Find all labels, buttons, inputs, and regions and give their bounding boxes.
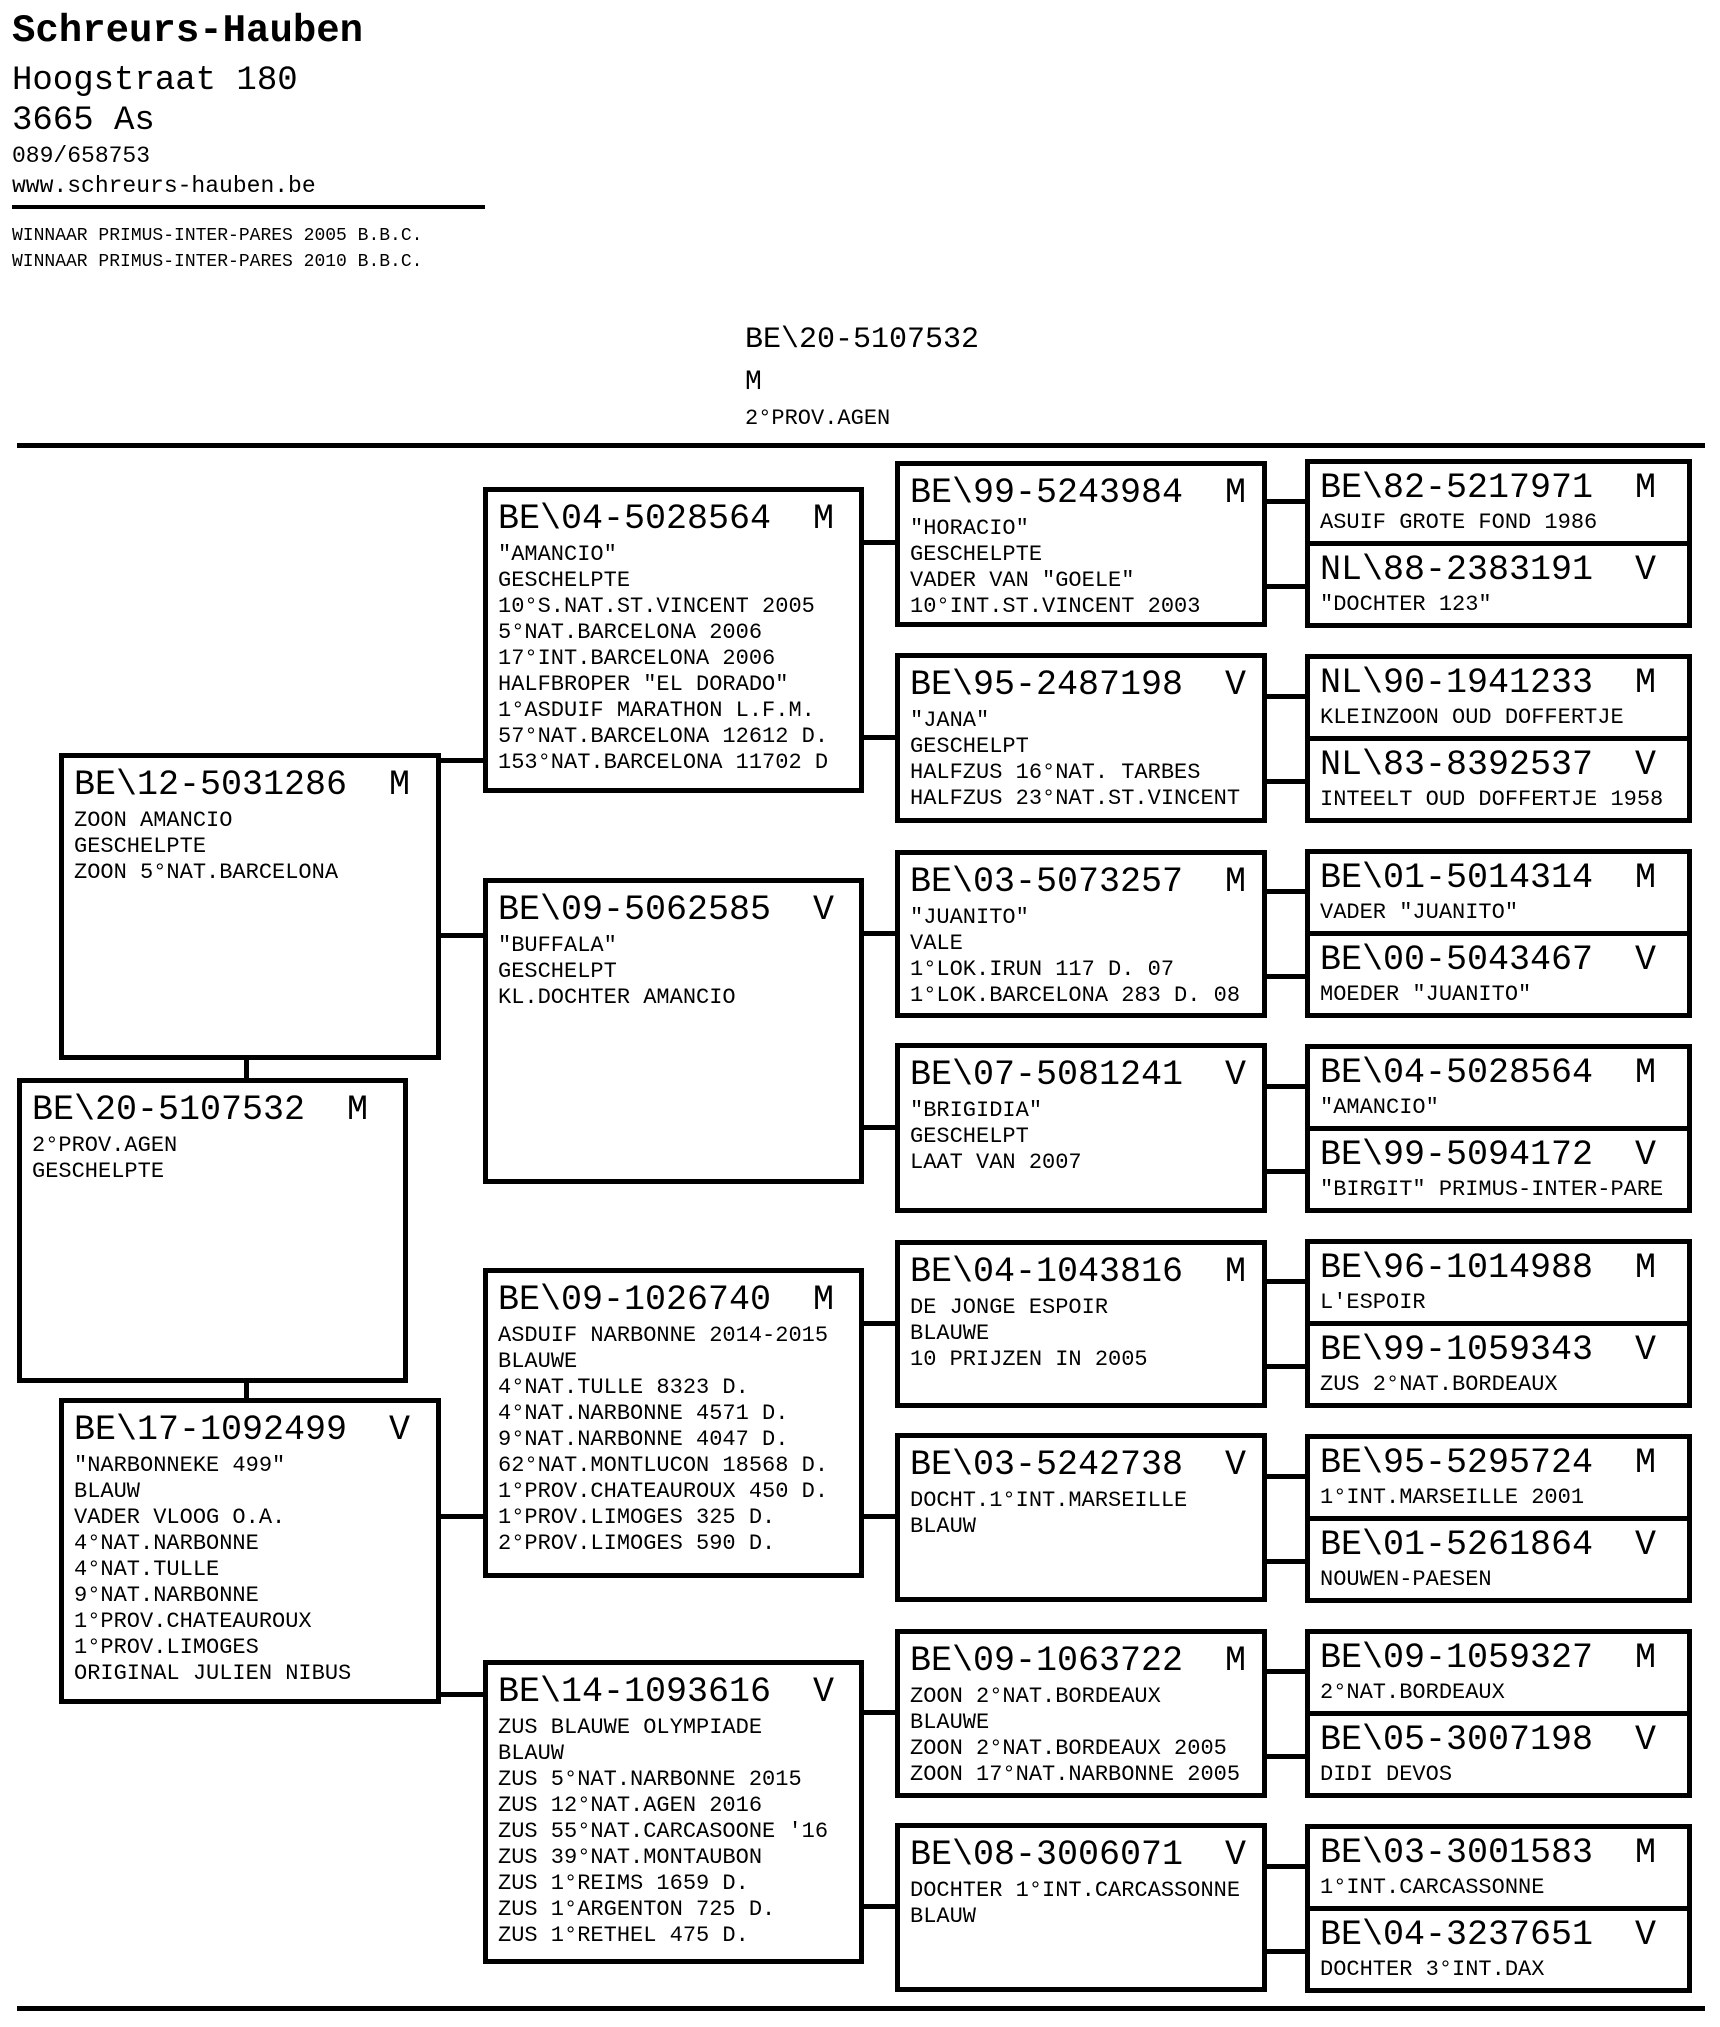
- box-gg-grandparent-11: [1305, 1434, 1692, 1521]
- ring-number: BE\95-5295724 M: [1320, 1443, 1657, 1483]
- detail-line: 1°LOK.IRUN 117 D. 07: [910, 957, 1175, 982]
- ring-number: BE\07-5081241 V: [910, 1055, 1247, 1095]
- connector-ggp6-gggp11: [1263, 1474, 1309, 1479]
- detail-line: 10°INT.ST.VINCENT 2003: [910, 594, 1201, 619]
- box-great-grandparent-4: [895, 1043, 1267, 1213]
- detail-line: ZUS 5°NAT.NARBONNE 2015: [498, 1767, 802, 1792]
- honor-line-1: WINNAAR PRIMUS-INTER-PARES 2005 B.B.C.: [12, 226, 423, 246]
- note-line: INTEELT OUD DOFFERTJE 1958: [1320, 787, 1664, 812]
- top-rule: [17, 443, 1705, 448]
- detail-lines: [498, 933, 849, 1011]
- connector-ggp7-gggp14: [1263, 1754, 1309, 1759]
- detail-lines: [74, 1453, 426, 1687]
- ring-number: BE\99-5094172 V: [1320, 1135, 1657, 1175]
- ring-number: NL\88-2383191 V: [1320, 550, 1657, 590]
- detail-line: 1°PROV.LIMOGES 325 D.: [498, 1505, 776, 1530]
- detail-line: BLAUWE: [498, 1349, 578, 1374]
- connector-ggp4-gggp8: [1263, 1169, 1309, 1174]
- gg-pair-8: [1305, 1824, 1692, 1993]
- box-gg-grandparent-3: [1305, 654, 1692, 741]
- detail-lines: [74, 808, 426, 886]
- detail-line: 2°PROV.LIMOGES 590 D.: [498, 1531, 776, 1556]
- ring-number: NL\90-1941233 M: [1320, 663, 1657, 703]
- detail-line: DOCHTER 1°INT.CARCASSONNE: [910, 1878, 1241, 1903]
- ring-number: BE\99-5243984 M: [910, 473, 1247, 513]
- note-line: KLEINZOON OUD DOFFERTJE: [1320, 705, 1624, 730]
- breeder-name: Schreurs-Hauben: [12, 9, 364, 53]
- box-father: [59, 753, 441, 1060]
- detail-line: GESCHELPT: [910, 1124, 1029, 1149]
- detail-line: "BRIGIDIA": [910, 1098, 1043, 1123]
- box-gg-grandparent-14: [1305, 1711, 1692, 1798]
- ring-number: BE\20-5107532 M: [32, 1090, 369, 1130]
- detail-lines: [498, 542, 849, 776]
- ring-number: BE\03-5242738 V: [910, 1445, 1247, 1485]
- detail-lines: [910, 1684, 1252, 1788]
- note-line: 1°INT.MARSEILLE 2001: [1320, 1485, 1585, 1510]
- connector-ggp7-gggp13: [1263, 1669, 1309, 1674]
- connector-gp3-ggp6: [860, 1514, 900, 1519]
- box-gg-grandparent-2: [1305, 541, 1692, 628]
- box-gg-grandparent-12: [1305, 1516, 1692, 1603]
- box-gg-grandparent-1: [1305, 459, 1692, 546]
- ring-number: BE\04-5028564 M: [1320, 1053, 1657, 1093]
- detail-line: BLAUW: [498, 1741, 565, 1766]
- note-line: MOEDER "JUANITO": [1320, 982, 1532, 1007]
- detail-line: "JANA": [910, 708, 990, 733]
- connector-ggp5-gggp10: [1263, 1364, 1309, 1369]
- box-gg-grandparent-5: [1305, 849, 1692, 936]
- connector-ggp2-gggp3: [1263, 694, 1309, 699]
- box-great-grandparent-1: [895, 461, 1267, 627]
- detail-line: GESCHELPTE: [74, 834, 207, 859]
- note-line: "DOCHTER 123": [1320, 592, 1492, 617]
- note-line: ZUS 2°NAT.BORDEAUX: [1320, 1372, 1558, 1397]
- gg-pair-7: [1305, 1629, 1692, 1798]
- connector-ggp3-gggp6: [1263, 974, 1309, 979]
- detail-line: 5°NAT.BARCELONA 2006: [498, 620, 763, 645]
- ring-number: BE\01-5014314 M: [1320, 858, 1657, 898]
- box-great-grandparent-6: [895, 1433, 1267, 1602]
- detail-line: ZUS BLAUWE OLYMPIADE: [498, 1715, 763, 1740]
- detail-line: 4°NAT.TULLE 8323 D.: [498, 1375, 749, 1400]
- connector-ggp6-gggp12: [1263, 1559, 1309, 1564]
- connector-ggp4-gggp7: [1263, 1084, 1309, 1089]
- note-line: DIDI DEVOS: [1320, 1762, 1453, 1787]
- detail-line: ZOON AMANCIO: [74, 808, 233, 833]
- connector-father-subject: [244, 1056, 249, 1082]
- detail-line: ZUS 55°NAT.CARCASOONE '16: [498, 1819, 829, 1844]
- detail-line: 9°NAT.NARBONNE 4047 D.: [498, 1427, 789, 1452]
- detail-line: BLAUW: [74, 1479, 141, 1504]
- ring-number: BE\04-5028564 M: [498, 499, 835, 539]
- ring-number: BE\03-3001583 M: [1320, 1833, 1657, 1873]
- connector-ggp3-gggp5: [1263, 889, 1309, 894]
- detail-line: ZUS 1°RETHEL 475 D.: [498, 1923, 749, 1948]
- box-great-grandparent-5: [895, 1240, 1267, 1408]
- connector-gp3-ggp5: [860, 1321, 900, 1326]
- detail-line: BLAUWE: [910, 1710, 990, 1735]
- detail-line: ZUS 39°NAT.MONTAUBON: [498, 1845, 763, 1870]
- box-grandparent-1: [483, 487, 864, 793]
- box-great-grandparent-8: [895, 1823, 1267, 1992]
- detail-line: DOCHT.1°INT.MARSEILLE: [910, 1488, 1188, 1513]
- connector-gp1-ggp1: [860, 540, 900, 545]
- detail-line: ZUS 1°ARGENTON 725 D.: [498, 1897, 776, 1922]
- detail-line: GESCHELPT: [910, 734, 1029, 759]
- box-gg-grandparent-10: [1305, 1321, 1692, 1408]
- connector-gp1-ggp2: [860, 735, 900, 740]
- detail-line: VADER VAN "GOELE": [910, 568, 1135, 593]
- box-gg-grandparent-7: [1305, 1044, 1692, 1131]
- detail-line: VADER VLOOG O.A.: [74, 1505, 286, 1530]
- box-great-grandparent-3: [895, 850, 1267, 1018]
- ring-number: BE\09-1026740 M: [498, 1280, 835, 1320]
- detail-line: 153°NAT.BARCELONA 11702 D: [498, 750, 829, 775]
- box-gg-grandparent-15: [1305, 1824, 1692, 1911]
- breeder-city: 3665 As: [12, 102, 155, 140]
- connector-father-gp1: [437, 758, 487, 763]
- detail-line: BLAUW: [910, 1904, 977, 1929]
- ring-number: BE\04-1043816 M: [910, 1252, 1247, 1292]
- connector-gp4-ggp8: [860, 1904, 900, 1909]
- detail-line: GESCHELPT: [498, 959, 617, 984]
- detail-line: DE JONGE ESPOIR: [910, 1295, 1109, 1320]
- gg-pair-6: [1305, 1434, 1692, 1603]
- box-gg-grandparent-9: [1305, 1239, 1692, 1326]
- box-grandparent-3: [483, 1268, 864, 1578]
- connector-gp2-ggp4: [860, 1125, 900, 1130]
- detail-line: "NARBONNEKE 499": [74, 1453, 286, 1478]
- honor-line-2: WINNAAR PRIMUS-INTER-PARES 2010 B.B.C.: [12, 252, 423, 272]
- box-gg-grandparent-6: [1305, 931, 1692, 1018]
- detail-line: 17°INT.BARCELONA 2006: [498, 646, 776, 671]
- box-gg-grandparent-13: [1305, 1629, 1692, 1716]
- detail-line: 1°PROV.CHATEAUROUX: [74, 1609, 312, 1634]
- detail-line: 10°S.NAT.ST.VINCENT 2005: [498, 594, 815, 619]
- ring-number: BE\05-3007198 V: [1320, 1720, 1657, 1760]
- detail-lines: [498, 1323, 849, 1557]
- detail-line: HALFZUS 23°NAT.ST.VINCENT: [910, 786, 1241, 811]
- detail-line: "JUANITO": [910, 905, 1029, 930]
- detail-line: ASDUIF NARBONNE 2014-2015: [498, 1323, 829, 1348]
- note-line: VADER "JUANITO": [1320, 900, 1519, 925]
- ring-number: BE\12-5031286 M: [74, 765, 411, 805]
- detail-line: BLAUWE: [910, 1321, 990, 1346]
- ring-number: BE\03-5073257 M: [910, 862, 1247, 902]
- connector-gp4-ggp7: [860, 1710, 900, 1715]
- box-gg-grandparent-16: [1305, 1906, 1692, 1993]
- website-underline: [12, 205, 485, 209]
- detail-line: "AMANCIO": [498, 542, 617, 567]
- detail-line: 1°PROV.LIMOGES: [74, 1635, 259, 1660]
- detail-lines: [910, 1878, 1252, 1930]
- gg-pair-1: [1305, 459, 1692, 628]
- note-line: "BIRGIT" PRIMUS-INTER-PARE: [1320, 1177, 1664, 1202]
- box-great-grandparent-2: [895, 653, 1267, 823]
- connector-ggp1-gggp1: [1263, 499, 1309, 504]
- detail-line: 1°PROV.CHATEAUROUX 450 D.: [498, 1479, 829, 1504]
- detail-lines: [910, 1295, 1252, 1373]
- detail-line: 1°LOK.BARCELONA 283 D. 08: [910, 983, 1241, 1008]
- note-line: ASUIF GROTE FOND 1986: [1320, 510, 1598, 535]
- detail-line: 4°NAT.TULLE: [74, 1557, 220, 1582]
- detail-line: 4°NAT.NARBONNE: [74, 1531, 259, 1556]
- title-sex: M: [745, 367, 762, 398]
- detail-line: 2°PROV.AGEN: [32, 1133, 178, 1158]
- ring-number: BE\82-5217971 M: [1320, 468, 1657, 508]
- box-subject: [17, 1078, 408, 1383]
- detail-lines: [910, 1488, 1252, 1540]
- detail-line: ORIGINAL JULIEN NIBUS: [74, 1661, 352, 1686]
- ring-number: BE\14-1093616 V: [498, 1672, 835, 1712]
- breeder-website: www.schreurs-hauben.be: [12, 173, 316, 199]
- detail-line: 57°NAT.BARCELONA 12612 D.: [498, 724, 829, 749]
- detail-line: ZUS 12°NAT.AGEN 2016: [498, 1793, 763, 1818]
- ring-number: BE\96-1014988 M: [1320, 1248, 1657, 1288]
- detail-line: HALFZUS 16°NAT. TARBES: [910, 760, 1201, 785]
- connector-ggp8-gggp16: [1263, 1949, 1309, 1954]
- detail-line: VALE: [910, 931, 963, 956]
- detail-line: 1°ASDUIF MARATHON L.F.M.: [498, 698, 815, 723]
- breeder-phone: 089/658753: [12, 143, 151, 169]
- box-mother: [59, 1398, 441, 1704]
- connector-father-gp2: [437, 933, 487, 938]
- detail-line: ZOON 2°NAT.BORDEAUX: [910, 1684, 1161, 1709]
- connector-subject-mother: [244, 1379, 249, 1402]
- detail-line: "BUFFALA": [498, 933, 617, 958]
- detail-line: GESCHELPTE: [910, 542, 1043, 567]
- ring-number: BE\99-1059343 V: [1320, 1330, 1657, 1370]
- title-ring-number: BE\20-5107532: [745, 323, 980, 357]
- ring-number: BE\01-5261864 V: [1320, 1525, 1657, 1565]
- box-great-grandparent-7: [895, 1629, 1267, 1798]
- ring-number: BE\95-2487198 V: [910, 665, 1247, 705]
- detail-lines: [910, 905, 1252, 1009]
- detail-line: 4°NAT.NARBONNE 4571 D.: [498, 1401, 789, 1426]
- ring-number: BE\00-5043467 V: [1320, 940, 1657, 980]
- breeder-street: Hoogstraat 180: [12, 62, 298, 100]
- connector-ggp8-gggp15: [1263, 1864, 1309, 1869]
- note-line: DOCHTER 3°INT.DAX: [1320, 1957, 1545, 1982]
- detail-lines: [910, 708, 1252, 812]
- connector-ggp1-gggp2: [1263, 584, 1309, 589]
- title-result: 2°PROV.AGEN: [745, 406, 891, 431]
- connector-mother-gp3: [437, 1514, 487, 1519]
- gg-pair-5: [1305, 1239, 1692, 1408]
- detail-line: 9°NAT.NARBONNE: [74, 1583, 259, 1608]
- box-grandparent-2: [483, 878, 864, 1184]
- detail-line: 10 PRIJZEN IN 2005: [910, 1347, 1148, 1372]
- ring-number: BE\09-5062585 V: [498, 890, 835, 930]
- gg-pair-3: [1305, 849, 1692, 1018]
- detail-lines: [498, 1715, 849, 1949]
- detail-line: 62°NAT.MONTLUCON 18568 D.: [498, 1453, 829, 1478]
- gg-pair-4: [1305, 1044, 1692, 1213]
- detail-line: "HORACIO": [910, 516, 1029, 541]
- ring-number: NL\83-8392537 V: [1320, 745, 1657, 785]
- note-line: L'ESPOIR: [1320, 1290, 1426, 1315]
- box-grandparent-4: [483, 1660, 864, 1964]
- connector-ggp2-gggp4: [1263, 779, 1309, 784]
- detail-line: KL.DOCHTER AMANCIO: [498, 985, 736, 1010]
- note-line: 2°NAT.BORDEAUX: [1320, 1680, 1505, 1705]
- note-line: NOUWEN-PAESEN: [1320, 1567, 1492, 1592]
- detail-line: HALFBROPER "EL DORADO": [498, 672, 789, 697]
- note-line: 1°INT.CARCASSONNE: [1320, 1875, 1545, 1900]
- detail-line: GESCHELPTE: [32, 1159, 165, 1184]
- detail-line: GESCHELPTE: [498, 568, 631, 593]
- ring-number: BE\04-3237651 V: [1320, 1915, 1657, 1955]
- connector-mother-gp4: [437, 1692, 487, 1697]
- detail-line: ZOON 2°NAT.BORDEAUX 2005: [910, 1736, 1227, 1761]
- connector-ggp5-gggp9: [1263, 1279, 1309, 1284]
- note-line: "AMANCIO": [1320, 1095, 1439, 1120]
- ring-number: BE\09-1059327 M: [1320, 1638, 1657, 1678]
- ring-number: BE\08-3006071 V: [910, 1835, 1247, 1875]
- ring-number: BE\17-1092499 V: [74, 1410, 411, 1450]
- connector-gp2-ggp3: [860, 931, 900, 936]
- detail-line: LAAT VAN 2007: [910, 1150, 1082, 1175]
- detail-lines: [32, 1133, 393, 1185]
- bottom-rule: [17, 2006, 1705, 2011]
- detail-lines: [910, 516, 1252, 620]
- detail-line: ZUS 1°REIMS 1659 D.: [498, 1871, 749, 1896]
- box-gg-grandparent-4: [1305, 736, 1692, 823]
- detail-line: ZOON 17°NAT.NARBONNE 2005: [910, 1762, 1241, 1787]
- box-gg-grandparent-8: [1305, 1126, 1692, 1213]
- detail-lines: [910, 1098, 1252, 1176]
- detail-line: ZOON 5°NAT.BARCELONA: [74, 860, 339, 885]
- detail-line: BLAUW: [910, 1514, 977, 1539]
- ring-number: BE\09-1063722 M: [910, 1641, 1247, 1681]
- gg-pair-2: [1305, 654, 1692, 823]
